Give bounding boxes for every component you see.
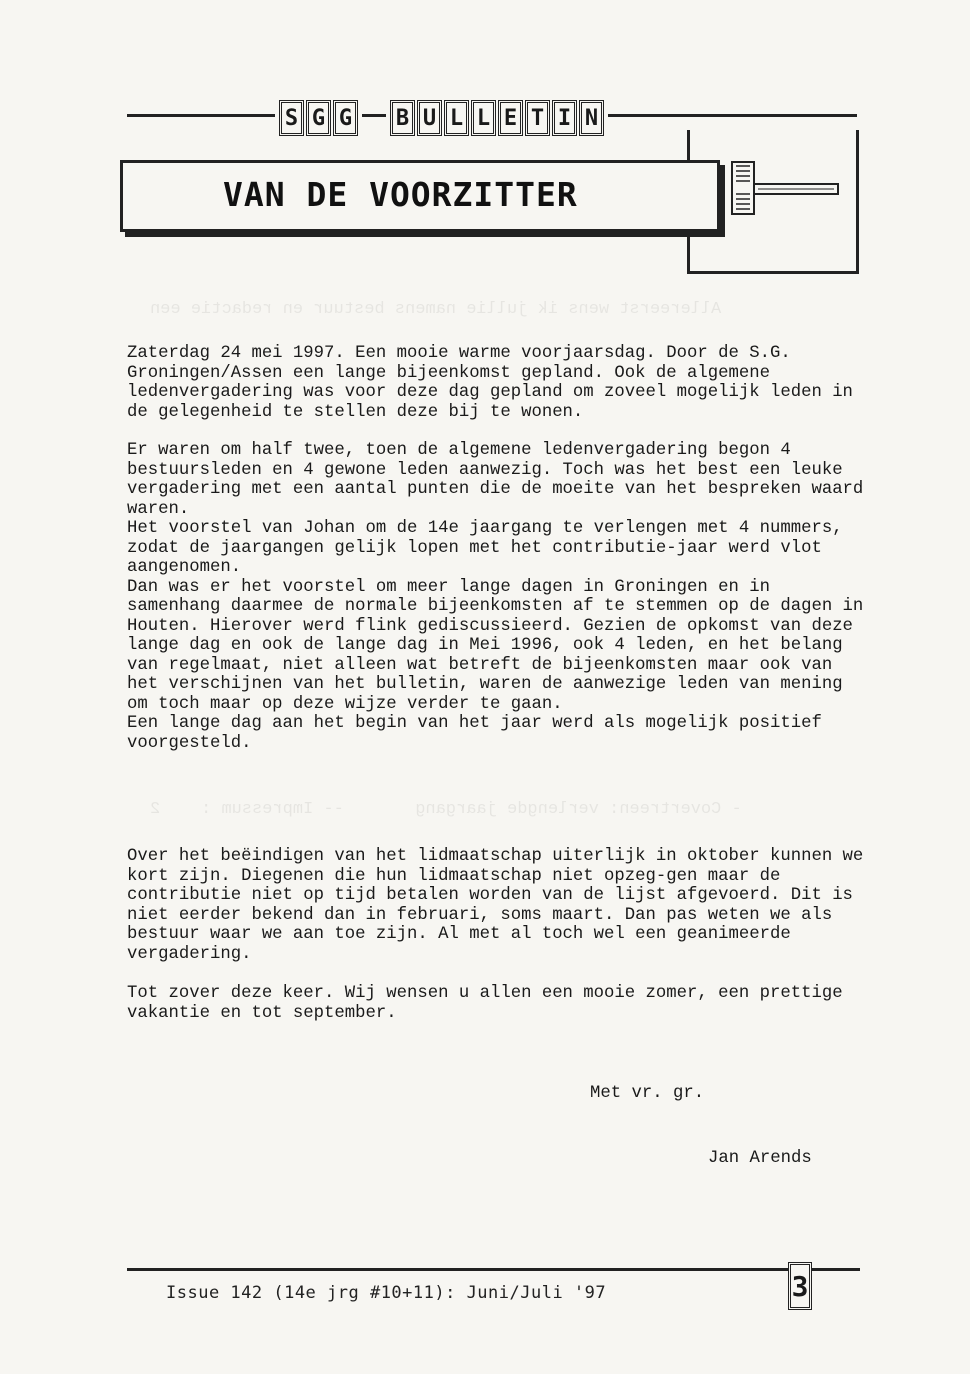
author-signature: Jan Arends: [708, 1149, 812, 1168]
paragraph: Er waren om half twee, toen de algemene ledenvergadering begon 4 bestuursleden en 4 gewone leden aanwezig. Toch was het best een leuke vergadering met een aantal punten die de moeite van het bespreken waard waren. Het voorstel van Johan om de 14e jaargang te verlengen met 4 nummers, zodat de jaargangen gelijk lopen met het contributie-jaar werd vlot aangenomen. Dan was er het voorstel om meer lange dagen in Groningen en in samenhang daarmee de normale bijeenkomsten af te stemmen op de dagen in Houten. Hierover werd flink gediscussieerd. Gezien de opkomst van deze lange dag en ook de lange dag in Mei 1996, ook 4 leden, en het belang van regelmaat, niet alleen wat betreft de bijeenkomsten maar ook van het verschijnen van het bulletin, waren de aanwezige leden van mening om toch maar op deze wijze verder te gaan. Een lange dag aan het begin van het jaar werd als mogelijk positief voorgesteld.: [127, 441, 864, 753]
issue-info: Issue 142 (14e jrg #10+11): Juni/Juli '97: [166, 1283, 607, 1303]
logo-letter: N: [579, 100, 604, 136]
closing-greeting: Met vr. gr.: [590, 1084, 705, 1103]
logo-letter: G: [333, 100, 358, 136]
footer-rule: [127, 1268, 860, 1271]
show-through-text: - Covertreen: verlengde jaargang -- Impressum : 2: [150, 800, 742, 819]
section-title-box: [120, 160, 720, 232]
section-title: VAN DE VOORZITTER: [223, 175, 578, 214]
show-through-text: Allereerst wens ik jullie namens bestuur en redactie een: [150, 300, 722, 319]
logo-word-bulletin: [386, 100, 608, 136]
page-number: 3: [788, 1262, 812, 1310]
logo-letter: G: [306, 100, 331, 136]
logo-letter: E: [498, 100, 523, 136]
gavel-icon: [730, 160, 842, 223]
logo-letter: S: [279, 100, 304, 136]
paragraph: Over het beëindigen van het lidmaatschap uiterlijk in oktober kunnen we kort zijn. Diegenen die hun lidmaatschap niet opzeg-gen maar de contributie niet op tijd betalen worden van de lijst afgevoerd. Dit is niet eerder bekend dan in februari, soms maart. Dan pas weten we als bestuur waar we aan toe zijn. Al met al toch wel een geanimeerde vergadering.: [127, 847, 864, 964]
paragraph: Tot zover deze keer. Wij wensen u allen een mooie zomer, een prettige vakantie en tot september.: [127, 984, 843, 1023]
logo-letter: U: [417, 100, 442, 136]
paragraph: Zaterdag 24 mei 1997. Een mooie warme voorjaarsdag. Door de S.G. Groningen/Assen een lange bijeenkomst gepland. Ook de algemene ledenvergadering was voor deze dag gepland om zoveel mogelijk leden in de gelegenheid te stellen deze bij te wonen.: [127, 344, 853, 422]
logo-letter: T: [525, 100, 550, 136]
logo-word-sgg: [275, 100, 362, 136]
logo-letter: I: [552, 100, 577, 136]
bulletin-logo: [275, 100, 608, 136]
logo-letter: L: [471, 100, 496, 136]
logo-letter: L: [444, 100, 469, 136]
logo-letter: B: [390, 100, 415, 136]
